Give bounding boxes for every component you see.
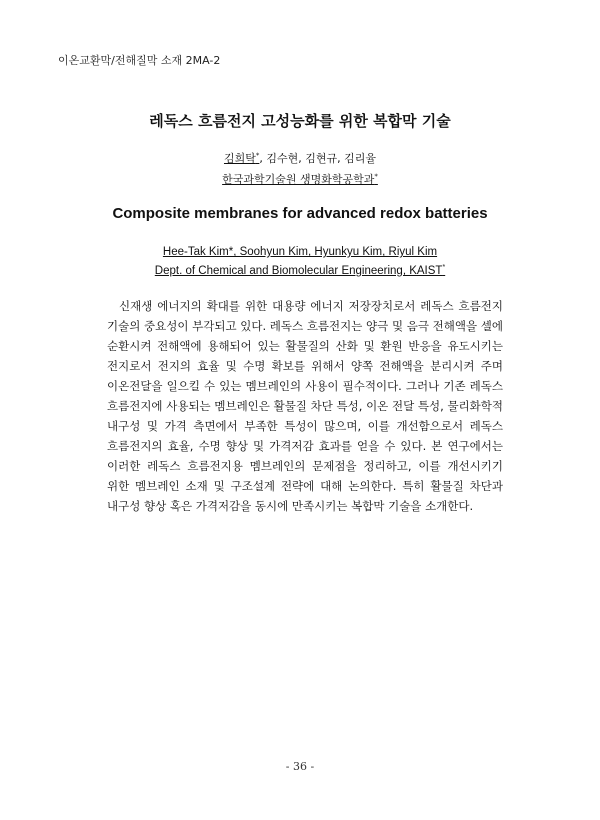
english-title: Composite membranes for advanced redox batteries [112, 205, 488, 222]
abstract-text: 신재생 에너지의 확대를 위한 대용량 에너지 저장장치로서 레독스 흐름전지 기술의 중요성이 부각되고 있다. 레독스 흐름전지는 양극 및 음극 전해액을 셀에 순환시켜 전해액에 용해되어 있는 활물질의 산화 및 환원 반응을 유도시키는 전지로서 전지의 효율 및 수명 확보를 위해서 양쪽 전해액을 분리시켜 주며 이온전달을 일으킬 수 있는 멤브레인의 사용이 필수적이다. 그러나 기존 레독스 흐름전지에 사용되는 멤브레인은 활물질 차단 특성, 이온 전달 특성, 물리화학적 내구성 및 가격 측면에서 부족한 특성이 많으며, 이를 개선함으로서 레독스 흐름전지의 효율, 수명 향상 및 가격저감 효과를 얻을 수 있다. 본 연구에서는 이러한 레독스 흐름전지용 멤브레인의 문제점을 정리하고, 이를 개선시키기 위한 멤브레인 소재 및 구조설계 전략에 대해 논의한다. 특히 활물질 차단과 내구성 향상 혹은 가격저감을 동시에 만족시키는 복합막 기술을 소개한다. [107, 299, 503, 513]
page-number: - 36 - [285, 760, 315, 773]
korean-affiliation: 한국과학기술원 생명화학공학과* [222, 172, 378, 186]
korean-coauthors: , 김수현, 김현규, 김리율 [259, 152, 376, 165]
session-label: 이온교환막/전해질막 소재 2MA-2 [58, 54, 221, 67]
presenting-author: 김희탁* [223, 151, 260, 165]
korean-authors [0, 150, 600, 166]
korean-title: 레독스 흐름전지 고성능화를 위한 복합막 기술 [149, 112, 451, 130]
english-authors: Hee-Tak Kim*, Soohyun Kim, Hyunkyu Kim, Riyul Kim [162, 246, 438, 258]
english-affiliation: Dept. of Chemical and Biomolecular Engineering, KAIST* [154, 264, 446, 277]
